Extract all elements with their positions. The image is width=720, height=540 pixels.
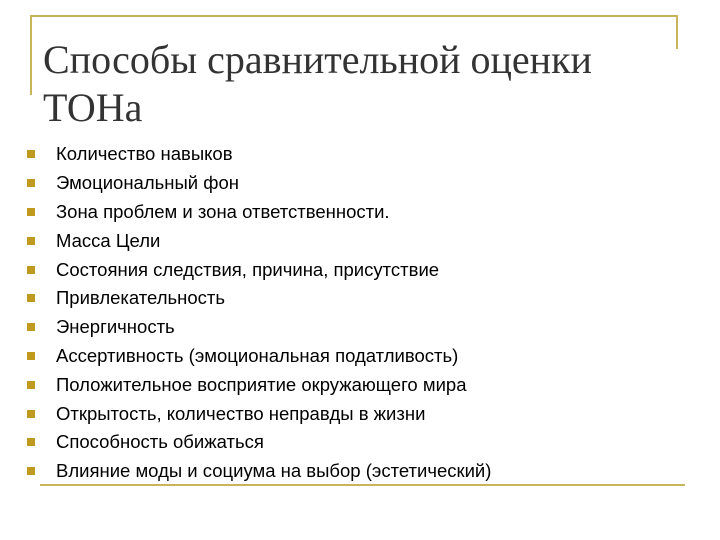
square-bullet-icon — [27, 294, 35, 302]
list-item — [26, 255, 491, 284]
list-item-text: Способность обижаться — [56, 431, 264, 453]
list-item-text: Ассертивность (эмоциональная податливость) — [56, 344, 459, 366]
list-item — [26, 428, 491, 457]
slide-title: Способы сравнительной оценки ТОНа — [43, 37, 592, 130]
list-item-text: Энергичность — [56, 316, 175, 338]
list-item — [26, 140, 491, 169]
list-item — [26, 399, 491, 428]
bullet-list — [26, 140, 491, 486]
square-bullet-icon — [27, 381, 35, 389]
list-item-text: Влияние моды и социума на выбор (эстетический) — [56, 460, 492, 482]
list-item-text: Состояния следствия, причина, присутствие — [56, 258, 440, 280]
list-item-text: Положительное восприятие окружающего мира — [56, 373, 467, 395]
frame-line-top — [30, 15, 678, 17]
square-bullet-icon — [27, 179, 35, 187]
square-bullet-icon — [27, 410, 35, 418]
list-item — [26, 226, 491, 255]
list-item — [26, 342, 491, 371]
square-bullet-icon — [27, 438, 35, 446]
list-item — [26, 313, 491, 342]
square-bullet-icon — [27, 208, 35, 216]
list-item-text: Эмоциональный фон — [56, 172, 239, 194]
list-item-text: Зона проблем и зона ответственности. — [56, 200, 390, 222]
list-item-text: Количество навыков — [56, 143, 233, 165]
square-bullet-icon — [27, 237, 35, 245]
list-item — [26, 169, 491, 198]
list-item-text: Привлекательность — [56, 287, 226, 309]
list-item-text: Открытость, количество неправды в жизни — [56, 402, 426, 424]
frame-line-left — [30, 15, 32, 95]
frame-line-right — [676, 15, 678, 49]
square-bullet-icon — [27, 323, 35, 331]
square-bullet-icon — [27, 467, 35, 475]
square-bullet-icon — [27, 266, 35, 274]
list-item — [26, 370, 491, 399]
list-item-text: Масса Цели — [56, 229, 161, 251]
list-item — [26, 284, 491, 313]
list-item — [26, 198, 491, 227]
square-bullet-icon — [27, 150, 35, 158]
square-bullet-icon — [27, 352, 35, 360]
list-item — [26, 457, 491, 486]
